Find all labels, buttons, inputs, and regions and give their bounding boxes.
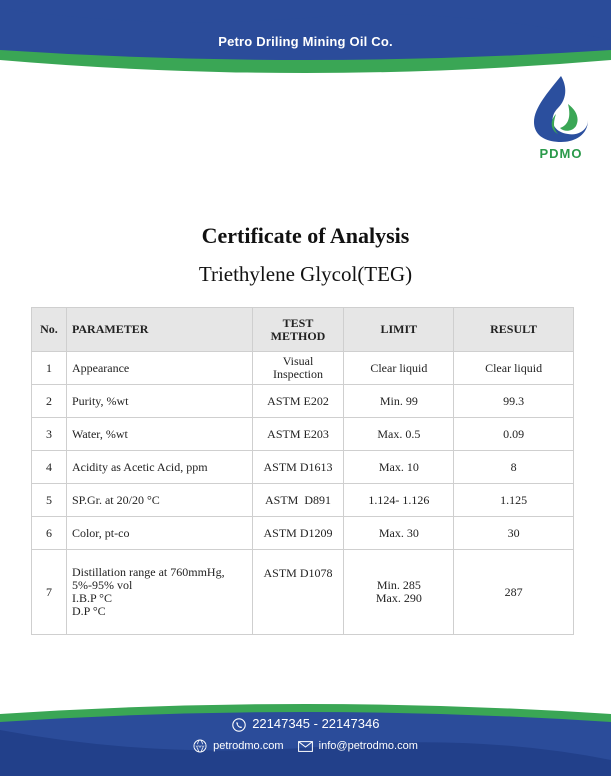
cell-limit: Max. 10: [344, 451, 454, 484]
table-row: [32, 550, 574, 635]
cell-parameter: Water, %wt: [66, 418, 252, 451]
svg-text:www: www: [195, 744, 205, 749]
cell-limit-line2: Max. 290: [375, 591, 422, 605]
header-test-method: [252, 308, 344, 352]
header-parameter: PARAMETER: [66, 308, 252, 352]
document-title: Certificate of Analysis: [201, 223, 410, 248]
cell-no: 6: [32, 517, 67, 550]
analysis-table: [31, 307, 574, 635]
globe-icon: [193, 739, 207, 753]
footer-wave-background: [0, 700, 611, 776]
cell-method: ASTM D1078: [252, 550, 344, 635]
table-row: [32, 451, 574, 484]
table-row: [32, 484, 574, 517]
cell-parameter: Purity, %wt: [66, 385, 252, 418]
cell-method: ASTM D891: [252, 484, 344, 517]
cell-parameter-line2: 5%-95% vol: [71, 578, 133, 592]
footer-contact-row: [0, 739, 611, 753]
cell-parameter: Appearance: [66, 352, 252, 385]
cell-method: ASTM E203: [252, 418, 344, 451]
phone-icon: [232, 718, 246, 732]
cell-limit: Max. 30: [344, 517, 454, 550]
cell-parameter-line1: Distillation range at 760mmHg,: [71, 565, 225, 579]
footer-website[interactable]: petrodmo.com: [213, 739, 284, 752]
header-no: No.: [32, 308, 67, 352]
table-row: [32, 418, 574, 451]
header-method-line2: METHOD: [270, 328, 326, 343]
cell-no: 3: [32, 418, 67, 451]
pdmo-logo: [528, 74, 594, 166]
header-method-line1: TEST: [282, 315, 314, 330]
cell-no: 5: [32, 484, 67, 517]
logo-text: PDMO: [539, 146, 583, 161]
cell-limit: Min. 99: [344, 385, 454, 418]
footer-phone-row: [0, 716, 611, 732]
footer-banner: [0, 700, 611, 776]
table-row: [32, 352, 574, 385]
cell-limit: Clear liquid: [344, 352, 454, 385]
cell-method: [252, 352, 344, 385]
cell-parameter-line4: D.P °C: [71, 604, 106, 618]
cell-method: ASTM E202: [252, 385, 344, 418]
cell-method: ASTM D1209: [252, 517, 344, 550]
footer-phone: 22147345 - 22147346: [252, 716, 380, 731]
cell-limit: 1.124- 1.126: [344, 484, 454, 517]
cell-result: 1.125: [454, 484, 574, 517]
footer-email[interactable]: info@petrodmo.com: [318, 739, 418, 752]
cell-result: 0.09: [454, 418, 574, 451]
cell-result: 30: [454, 517, 574, 550]
header-banner: [0, 0, 611, 80]
cell-result: 99.3: [454, 385, 574, 418]
cell-parameter: SP.Gr. at 20/20 °C: [66, 484, 252, 517]
header-result: RESULT: [454, 308, 574, 352]
cell-parameter: Color, pt-co: [66, 517, 252, 550]
flame-drop-icon: [528, 74, 594, 144]
cell-parameter-line3: I.B.P °C: [71, 591, 112, 605]
document-subtitle: Triethylene Glycol(TEG): [198, 262, 413, 286]
cell-method: ASTM D1613: [252, 451, 344, 484]
cell-limit: Max. 0.5: [344, 418, 454, 451]
cell-parameter: [66, 550, 252, 635]
cell-limit-line1: Min. 285: [376, 578, 421, 592]
cell-no: 4: [32, 451, 67, 484]
table-row: [32, 385, 574, 418]
cell-result: Clear liquid: [454, 352, 574, 385]
cell-no: 1: [32, 352, 67, 385]
cell-method-line1: Visual: [282, 354, 314, 368]
cell-result: 8: [454, 451, 574, 484]
email-icon: [298, 741, 313, 752]
cell-parameter: Acidity as Acetic Acid, ppm: [66, 451, 252, 484]
cell-limit: [344, 550, 454, 635]
cell-no: 2: [32, 385, 67, 418]
cell-result: 287: [454, 550, 574, 635]
header-limit: LIMIT: [344, 308, 454, 352]
cell-no: 7: [32, 550, 67, 635]
table-header-row: [32, 308, 574, 352]
cell-method-line2: Inspection: [273, 367, 323, 381]
company-name: Petro Driling Mining Oil Co.: [218, 34, 393, 49]
table-row: [32, 517, 574, 550]
